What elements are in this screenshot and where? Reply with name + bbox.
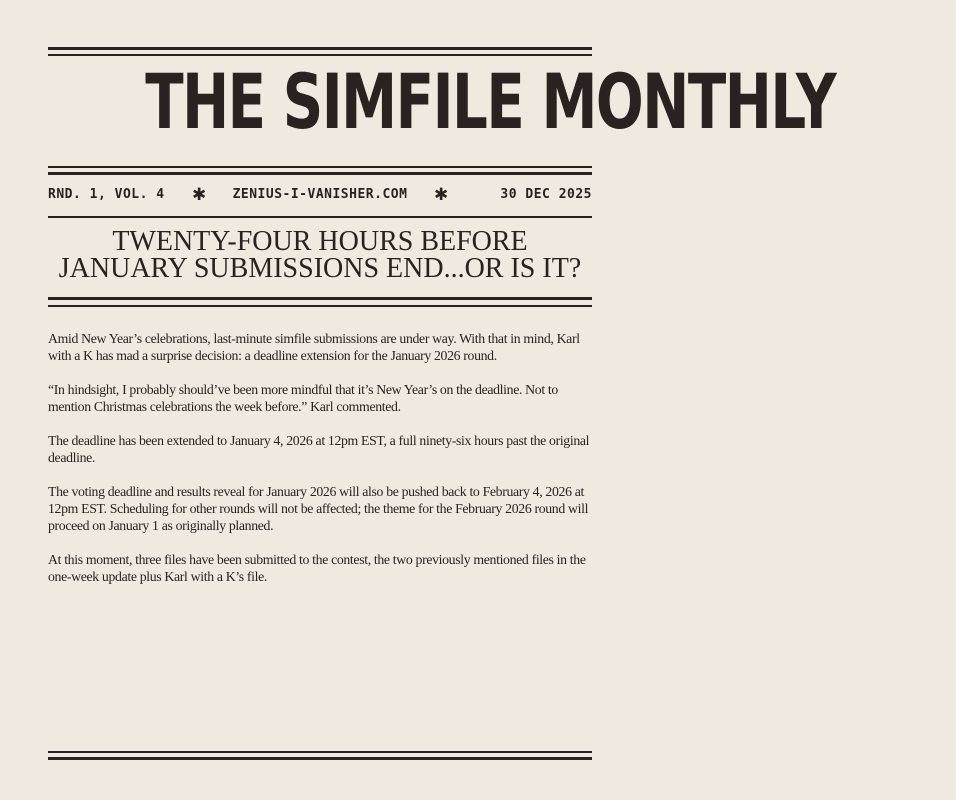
separator-star-icon: ✱ [192, 185, 207, 205]
article-paragraph: The deadline has been extended to January 4, 2026 at 12pm EST, a full ninety-six hours past the original deadline. [48, 433, 590, 465]
article-paragraph: Amid New Year’s celebrations, last-minute simfile submissions are under way. With that in mind, Karl with a K has mad a surprise decision: a deadline extension for the January 2026 round. [48, 331, 580, 363]
article-body [48, 330, 596, 602]
headline-rule-1 [48, 297, 592, 300]
headline-rule-2 [48, 305, 592, 307]
headline-line-2: JANUARY SUBMISSIONS END...OR IS IT? [58, 253, 582, 284]
article-paragraph: At this moment, three files have been submitted to the contest, the two previously mentioned files in the one-week update plus Karl with a K’s file. [48, 552, 586, 584]
issue-date: 30 DEC 2025 [500, 187, 592, 202]
headline-line-1: TWENTY-FOUR HOURS BEFORE [112, 226, 528, 257]
headline [20, 228, 620, 282]
article-paragraph: “In hindsight, I probably should’ve been more mindful that it’s New Year’s on the deadline. Not to mention Christmas celebrations the week before.” Karl commented. [48, 382, 558, 414]
site-name: ZENIUS-I-VANISHER.COM [232, 187, 408, 202]
article-paragraph: The voting deadline and results reveal for January 2026 will also be pushed back to February 4, 2026 at 12pm EST. Scheduling for other rounds will not be affected; the theme for the February 2026 round will proceed on January 1 as originally planned. [48, 484, 589, 533]
masthead-rule-2 [48, 172, 592, 175]
masthead-title: THE SIMFILE MONTHLY [145, 57, 836, 146]
issue-number: RND. 1, VOL. 4 [48, 187, 165, 202]
top-rule-1 [48, 47, 592, 50]
separator-star-icon: ✱ [434, 185, 449, 205]
bottom-rule-2 [48, 757, 592, 760]
issue-info-bar [48, 184, 592, 206]
info-rule [48, 216, 592, 218]
bottom-rule-1 [48, 751, 592, 753]
masthead-rule-1 [48, 166, 592, 168]
